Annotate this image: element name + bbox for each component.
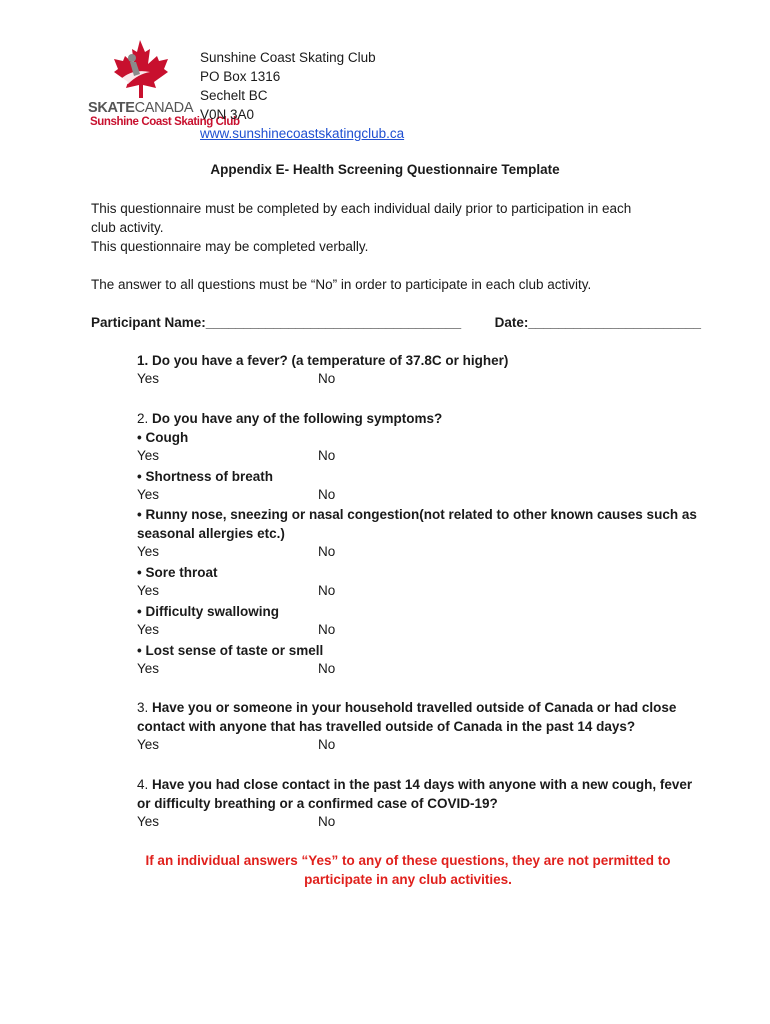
question-text: Have you or someone in your household travelled outside of Canada or had close (152, 700, 677, 715)
no-option[interactable]: No (318, 487, 336, 502)
logo-club-name: Sunshine Coast Skating Club (90, 116, 240, 128)
yes-option[interactable]: Yes (137, 661, 160, 676)
answer-rule: The answer to all questions must be “No” in order to participate in each club activity. (91, 277, 592, 292)
question-number: 2. (137, 411, 153, 426)
symptom-sore-throat: • Sore throat (137, 565, 218, 580)
no-option[interactable]: No (318, 544, 336, 559)
question-2 (137, 409, 442, 428)
intro-line: This questionnaire may be completed verbally. (91, 239, 369, 254)
question-4 (137, 775, 692, 794)
website-link[interactable]: www.sunshinecoastskatingclub.ca (200, 126, 405, 141)
maple-leaf-icon (110, 38, 170, 100)
date-field[interactable]: _______________________ (528, 315, 702, 330)
participant-name-field[interactable]: __________________________________ (205, 315, 462, 330)
no-option[interactable]: No (318, 448, 336, 463)
document-title: Appendix E- Health Screening Questionnaire Template (210, 162, 560, 177)
yes-option[interactable]: Yes (137, 371, 160, 386)
intro-text (91, 199, 691, 256)
symptom-runny-nose-cont: seasonal allergies etc.) (137, 526, 285, 541)
address-postal-code: V0N 3A0 (200, 107, 255, 122)
no-option[interactable]: No (318, 814, 336, 829)
yes-option[interactable]: Yes (137, 737, 160, 752)
logo-wordmark: SKATECANADA (88, 100, 194, 116)
question-number: 3. (137, 700, 153, 715)
warning-text (38, 851, 770, 889)
no-option[interactable]: No (318, 371, 336, 386)
question-text: Do you have any of the following symptoms? (152, 411, 443, 426)
yes-option[interactable]: Yes (137, 814, 160, 829)
address-po-box: PO Box 1316 (200, 69, 281, 84)
warning-line: If an individual answers “Yes” to any of these questions, they are not permitted to (145, 853, 671, 868)
symptom-difficulty-swallowing: • Difficulty swallowing (137, 604, 279, 619)
no-option[interactable]: No (318, 661, 336, 676)
yes-option[interactable]: Yes (137, 622, 160, 637)
question-4-cont: or difficulty breathing or a confirmed case of COVID-19? (137, 796, 498, 811)
date-label: Date: (494, 315, 529, 330)
yes-option[interactable]: Yes (137, 487, 160, 502)
warning-line: participate in any club activities. (304, 872, 512, 887)
no-option[interactable]: No (318, 583, 336, 598)
no-option[interactable]: No (318, 737, 336, 752)
participant-line (91, 313, 711, 332)
address-block (200, 48, 404, 143)
symptom-shortness-of-breath: • Shortness of breath (137, 469, 273, 484)
yes-option[interactable]: Yes (137, 448, 160, 463)
symptom-cough: • Cough (137, 430, 189, 445)
yes-option[interactable]: Yes (137, 544, 160, 559)
symptom-runny-nose: • Runny nose, sneezing or nasal congestion(not related to other known causes such as (137, 507, 697, 522)
no-option[interactable]: No (318, 622, 336, 637)
question-number: 4. (137, 777, 153, 792)
yes-option[interactable]: Yes (137, 583, 160, 598)
question-3 (137, 698, 676, 717)
address-city: Sechelt BC (200, 88, 268, 103)
question-1: 1. Do you have a fever? (a temperature of 37.8C or higher) (137, 353, 509, 368)
question-text: Have you had close contact in the past 14 days with anyone with a new cough, fever (152, 777, 693, 792)
participant-name-label: Participant Name: (91, 315, 206, 330)
question-3-cont: contact with anyone that has travelled outside of Canada in the past 14 days? (137, 719, 636, 734)
symptom-lost-taste-smell: • Lost sense of taste or smell (137, 643, 324, 658)
address-club-name: Sunshine Coast Skating Club (200, 50, 376, 65)
intro-line: club activity. (91, 220, 164, 235)
intro-line: This questionnaire must be completed by each individual daily prior to participation in each (91, 201, 632, 216)
